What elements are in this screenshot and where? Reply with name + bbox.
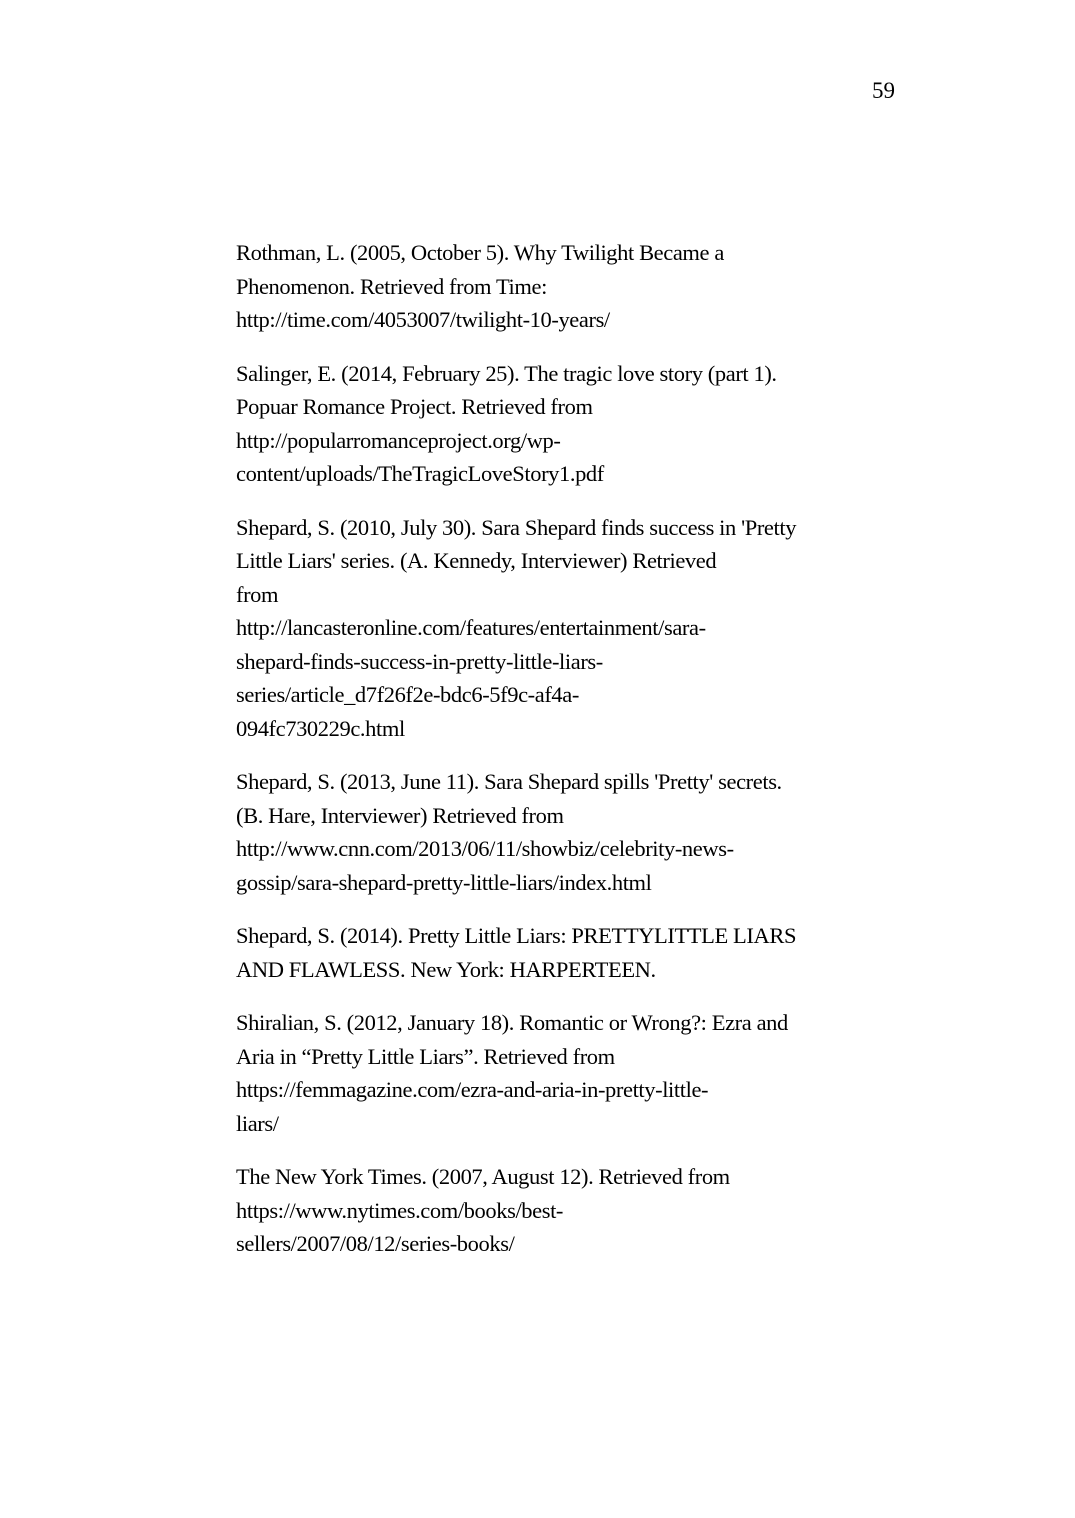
reference-url: content/uploads/TheTragicLoveStory1.pdf [236, 461, 604, 486]
reference-entry-rothman [236, 236, 896, 337]
reference-url: http://time.com/4053007/twilight-10-years/ [236, 307, 610, 332]
reference-entry-shiralian [236, 1006, 896, 1140]
reference-url: https://femmagazine.com/ezra-and-aria-in-pretty-little- [236, 1077, 709, 1102]
reference-url: series/article_d7f26f2e-bdc6-5f9c-af4a- [236, 682, 579, 707]
reference-line: Popuar Romance Project. Retrieved from [236, 394, 593, 419]
reference-list [236, 236, 896, 1281]
reference-url: gossip/sara-shepard-pretty-little-liars/index.html [236, 869, 652, 895]
reference-url: http://lancasteronline.com/features/entertainment/sara- [236, 615, 706, 640]
page-number: 59 [872, 78, 895, 103]
reference-line: Little Liars' series. (A. Kennedy, Interviewer) Retrieved [236, 548, 717, 573]
reference-url: http://www.cnn.com/2013/06/11/showbiz/celebrity-news- [236, 836, 734, 861]
reference-entry-shepard-2014 [236, 919, 896, 986]
reference-line: from [236, 581, 279, 607]
reference-url: liars/ [236, 1110, 279, 1136]
reference-url: https://www.nytimes.com/books/best- [236, 1197, 564, 1223]
reference-url: sellers/2007/08/12/series-books/ [236, 1231, 515, 1256]
reference-line: Rothman, L. (2005, October 5). Why Twilight Became a [236, 240, 724, 265]
reference-entry-nytimes [236, 1160, 896, 1261]
reference-line: Phenomenon. Retrieved from Time: [236, 273, 547, 299]
reference-line: (B. Hare, Interviewer) Retrieved from [236, 802, 564, 828]
reference-url: shepard-finds-success-in-pretty-little-liars- [236, 648, 603, 674]
reference-line: Shepard, S. (2010, July 30). Sara Shepard finds success in 'Pretty [236, 514, 797, 540]
reference-entry-salinger [236, 357, 896, 491]
reference-entry-shepard-2013 [236, 765, 896, 899]
reference-line: Shiralian, S. (2012, January 18). Romantic or Wrong?: Ezra and [236, 1010, 788, 1035]
reference-line: Shepard, S. (2014). Pretty Little Liars: PRETTYLITTLE LIARS [236, 923, 797, 948]
reference-url: 094fc730229c.html [236, 715, 405, 741]
reference-entry-shepard-2010 [236, 511, 896, 746]
reference-line: Salinger, E. (2014, February 25). The tragic love story (part 1). [236, 360, 777, 386]
reference-line: Shepard, S. (2013, June 11). Sara Shepard spills 'Pretty' secrets. [236, 769, 782, 794]
reference-line: The New York Times. (2007, August 12). Retrieved from [236, 1164, 730, 1189]
reference-line: AND FLAWLESS. New York: HARPERTEEN. [236, 956, 656, 982]
reference-url: http://popularromanceproject.org/wp- [236, 427, 561, 453]
reference-line: Aria in “Pretty Little Liars”. Retrieved from [236, 1043, 615, 1069]
